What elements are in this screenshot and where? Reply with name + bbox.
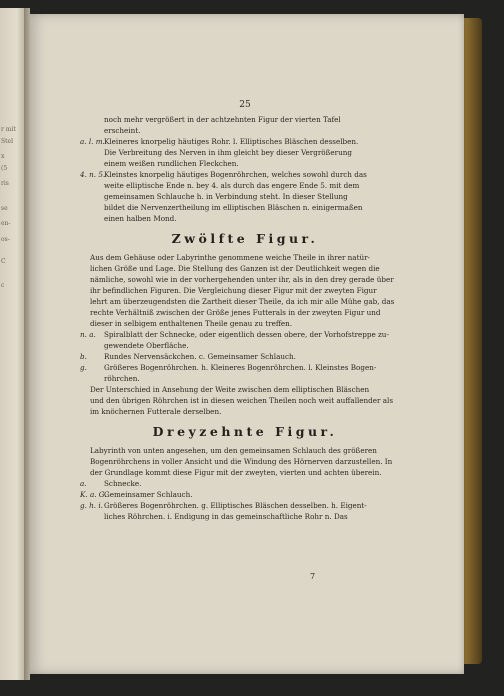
text-line: Aus dem Gehäuse oder Labyrinthe genommene weiche Theile in ihrer natür-: [90, 253, 370, 262]
page-content: [80, 100, 410, 522]
text-line: erscheint.: [104, 126, 141, 135]
item-text-line: einem weißen rundlichen Fleckchen.: [104, 159, 239, 168]
list-item: [80, 169, 410, 224]
item-label: a.: [80, 479, 87, 488]
text-line: lichen Größe und Lage. Die Stellung des Ganzen ist der Deutlichkeit wegen die: [90, 264, 380, 273]
item-label: a. l. m.: [80, 137, 105, 146]
item-text-line: Spiralblatt der Schnecke, oder eigentlich dessen obere, der Vorhofstreppe zu-: [104, 330, 389, 339]
continuation-text: [80, 114, 410, 136]
text-line: Bogenröhrchens in voller Ansicht und die Windung des Hörnerven darzustellen. In: [90, 457, 393, 466]
left-page-fragment: ris: [1, 180, 9, 187]
item-text-line: röhrchen.: [104, 374, 140, 383]
list-item: [80, 351, 410, 362]
page-number: 25: [239, 100, 251, 110]
item-text-line: Die Verbreitung des Nerven in ihm gleicht bey dieser Vergrößerung: [104, 148, 352, 157]
item-label: K. a. G.: [80, 490, 107, 499]
book-page: [30, 14, 464, 674]
list-item: [80, 136, 410, 169]
text-line: Der Unterschied in Ansehung der Weite zwischen dem elliptischen Bläschen: [90, 385, 370, 394]
left-page-fragment: os-: [1, 236, 10, 243]
text-line: dieser in selbigem enthaltenen Theile genau zu treffen.: [90, 319, 293, 328]
item-text-line: einen halben Mond.: [104, 214, 177, 223]
item-text-line: Größeres Bogenröhrchen. g. Elliptisches Bläschen desselben. h. Eigent-: [104, 501, 367, 510]
text-line: ihr befindlichen Figuren. Die Vergleichung dieser Figur mit der zweyten Figur: [90, 286, 377, 295]
text-line: der Grundlage kommt diese Figur mit der zweyten, vierten und achten überein.: [90, 468, 382, 477]
text-line: Labyrinth von unten angesehen, um den gemeinsamen Schlauch des größeren: [90, 446, 377, 455]
heading-zwoelfte-figur: Zwölfte Figur.: [171, 231, 319, 246]
item-text-line: Gemeinsamer Schlauch.: [104, 490, 193, 499]
item-label: g. h. i.: [80, 501, 103, 510]
item-text-line: Kleinstes knorpelig häutiges Bogenröhrchen, welches sowohl durch das: [104, 170, 367, 179]
left-page-edge: [0, 8, 24, 680]
list-item: [80, 478, 410, 489]
list-item: [80, 362, 410, 384]
heading-dreyzehnte-figur: Dreyzehnte Figur.: [152, 424, 338, 439]
list-item: [80, 489, 410, 500]
list-item: [80, 500, 410, 522]
item-text-line: gewendete Oberfläche.: [104, 341, 189, 350]
item-text-line: Schnecke.: [104, 479, 142, 488]
list-item: [80, 329, 410, 351]
item-text-line: bildet die Nervenzertheilung im elliptischen Bläschen n. einigermaßen: [104, 203, 363, 212]
item-list-13: [80, 478, 410, 522]
item-text-line: Rundes Nervensäckchen. c. Gemeinsamer Schlauch.: [104, 352, 296, 361]
text-line: im knöchernen Futterale derselben.: [90, 407, 222, 416]
left-page-fragment: (5: [1, 165, 8, 172]
left-page-fragment: c: [1, 282, 5, 289]
item-text-line: Kleineres knorpelig häutiges Rohr. l. Elliptisches Bläschen desselben.: [104, 137, 359, 146]
item-list-12: [80, 329, 410, 384]
paragraph-12: [80, 252, 410, 329]
item-label: 4. n. 5.: [80, 170, 106, 179]
text-line: und den übrigen Röhrchen ist in diesen weichen Theilen noch weit auffallender als: [90, 396, 394, 405]
text-line: rechte Verhältniß zwischen der Größe jenes Futterals in der zweyten Figur und: [90, 308, 381, 317]
item-text-line: weite elliptische Ende n. bey 4. als durch das engere Ende 5. mit dem: [104, 181, 360, 190]
item-list-a: [80, 136, 410, 224]
left-page-fragment: x: [1, 153, 5, 160]
item-label: g.: [80, 363, 87, 372]
item-label: n. a.: [80, 330, 96, 339]
text-line: lehrt am überzeugendsten die Zartheit dieser Theile, da ich mir alle Mühe gab, das: [90, 297, 395, 306]
text-line: nämliche, sowohl wie in der vorhergehenden unter ihr, als in den drey gerade über: [90, 275, 394, 284]
paragraph-13: [80, 445, 410, 478]
paragraph-12b: [80, 384, 410, 417]
left-page-fragment: se: [1, 205, 8, 212]
item-text-line: Größeres Bogenröhrchen. h. Kleineres Bogenröhrchen. l. Kleinstes Bogen-: [104, 363, 377, 372]
item-text-line: gemeinsamen Schlauche h. in Verbindung steht. In dieser Stellung: [104, 192, 348, 201]
left-page-fragment: en-: [1, 220, 11, 227]
left-page-fragment: r mit: [1, 126, 16, 133]
left-page-fragment: C: [1, 258, 6, 265]
signature-mark: 7: [310, 572, 316, 581]
text-line: noch mehr vergrößert in der achtzehnten Figur der vierten Tafel: [104, 115, 341, 124]
item-text-line: liches Röhrchen. i. Endigung in das gemeinschaftliche Rohr n. Das: [104, 512, 348, 521]
item-label: b.: [80, 352, 87, 361]
left-page-fragment: Stel: [1, 138, 13, 145]
